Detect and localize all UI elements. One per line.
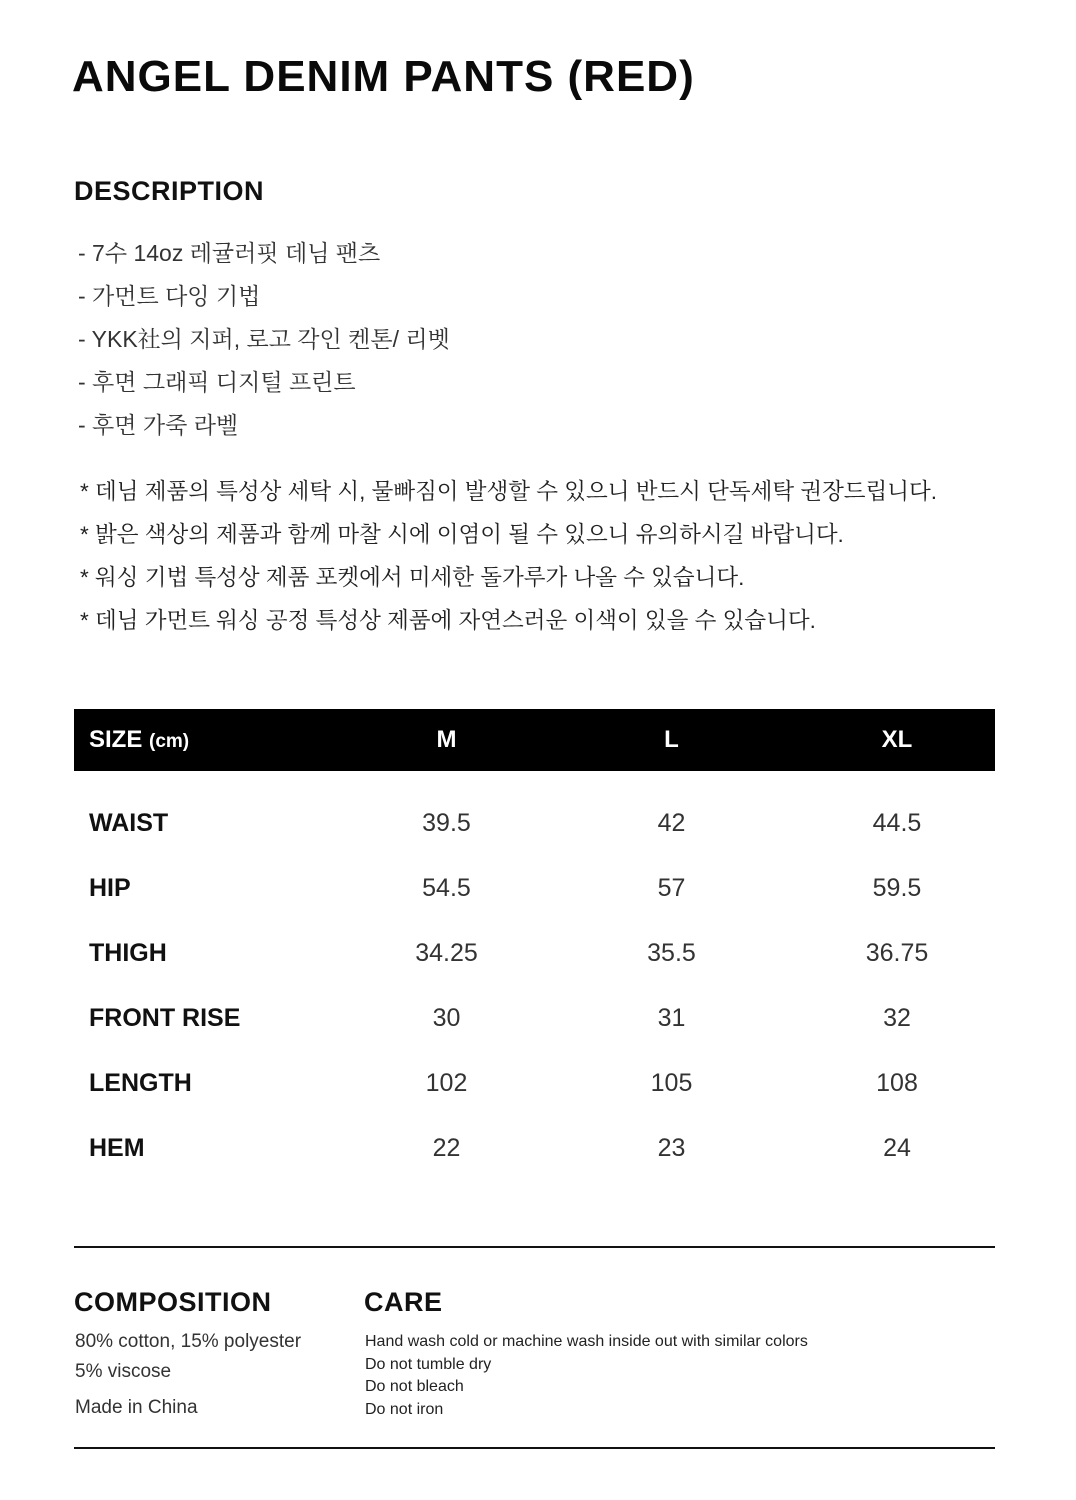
care-instruction: Do not bleach (365, 1378, 464, 1395)
description-item: - 가먼트 다잉 기법 (78, 283, 261, 309)
measurement-value: 32 (883, 1004, 911, 1032)
description-list (78, 232, 450, 447)
measurement-value: 102 (425, 1069, 468, 1097)
care-instruction: Do not tumble dry (365, 1355, 492, 1373)
measurement-label: THIGH (89, 939, 167, 967)
composition-line: 80% cotton, 15% polyester (75, 1331, 302, 1352)
page-title: ANGEL DENIM PANTS (RED) (72, 52, 695, 101)
care-instruction: Do not iron (365, 1400, 444, 1418)
care-heading: CARE (364, 1287, 443, 1317)
measurement-value: 59.5 (872, 874, 922, 902)
table-row (74, 986, 995, 1051)
measurement-value: 108 (876, 1069, 918, 1097)
table-row (74, 856, 995, 921)
care-note: * 워싱 기법 특성상 제품 포켓에서 미세한 돌가루가 나올 수 있습니다. (80, 565, 745, 590)
section-divider (74, 1246, 995, 1248)
care-note: * 데님 가먼트 워싱 공정 특성상 제품에 자연스러운 이색이 있을 수 있습니다. (80, 608, 816, 633)
size-header-unit: (cm) (149, 731, 190, 752)
description-item: - 후면 가죽 라벨 (78, 412, 239, 438)
size-chart-header (74, 709, 995, 771)
section-divider (74, 1447, 995, 1449)
table-row (74, 1116, 995, 1181)
care-note: * 밝은 색상의 제품과 함께 마찰 시에 이염이 될 수 있으니 유의하시길 바랍니다. (80, 522, 844, 547)
table-row (74, 1051, 995, 1116)
measurement-label: FRONT RISE (89, 1004, 241, 1032)
measurement-value: 105 (650, 1069, 693, 1097)
measurement-value: 39.5 (422, 809, 471, 837)
measurement-label: HIP (89, 874, 131, 902)
description-item: - 후면 그래픽 디지털 프린트 (78, 369, 356, 395)
size-header-l: L (664, 726, 679, 753)
measurement-value: 30 (432, 1004, 461, 1032)
measurement-value: 35.5 (647, 939, 696, 967)
table-spacer (74, 771, 995, 791)
table-row (74, 921, 995, 986)
care-notes-list (80, 470, 937, 642)
description-item: - 7수 14oz 레귤러핏 데님 팬츠 (78, 240, 381, 266)
care-instructions-list (365, 1331, 808, 1421)
description-heading: DESCRIPTION (74, 176, 265, 206)
size-header-text: SIZE (89, 726, 143, 753)
measurement-label: LENGTH (89, 1069, 192, 1097)
measurement-value: 36.75 (865, 939, 929, 967)
measurement-value: 34.25 (415, 939, 478, 967)
composition-line: 5% viscose (75, 1361, 172, 1382)
measurement-value: 24 (883, 1134, 911, 1162)
measurement-value: 23 (657, 1134, 686, 1162)
size-chart-table (74, 709, 995, 1181)
measurement-value: 42 (657, 809, 686, 837)
measurement-value: 44.5 (872, 809, 922, 837)
measurement-value: 31 (657, 1004, 686, 1032)
measurement-value: 57 (657, 874, 686, 902)
care-note: * 데님 제품의 특성상 세탁 시, 물빠짐이 발생할 수 있으니 반드시 단독세탁 권장드립니다. (80, 479, 937, 504)
composition-heading: COMPOSITION (74, 1287, 272, 1317)
origin-line: Made in China (75, 1397, 198, 1418)
size-header-label (74, 709, 349, 771)
measurement-value: 54.5 (422, 874, 471, 902)
size-header-m: M (436, 726, 457, 753)
care-instruction: Hand wash cold or machine wash inside out with similar colors (365, 1333, 808, 1350)
measurement-label: WAIST (89, 809, 169, 837)
size-header-xl: XL (881, 726, 913, 753)
table-row (74, 791, 995, 856)
description-item: - YKK社의 지퍼, 로고 각인 켄톤/ 리벳 (78, 326, 450, 352)
measurement-value: 22 (432, 1134, 461, 1162)
measurement-label: HEM (89, 1134, 145, 1162)
